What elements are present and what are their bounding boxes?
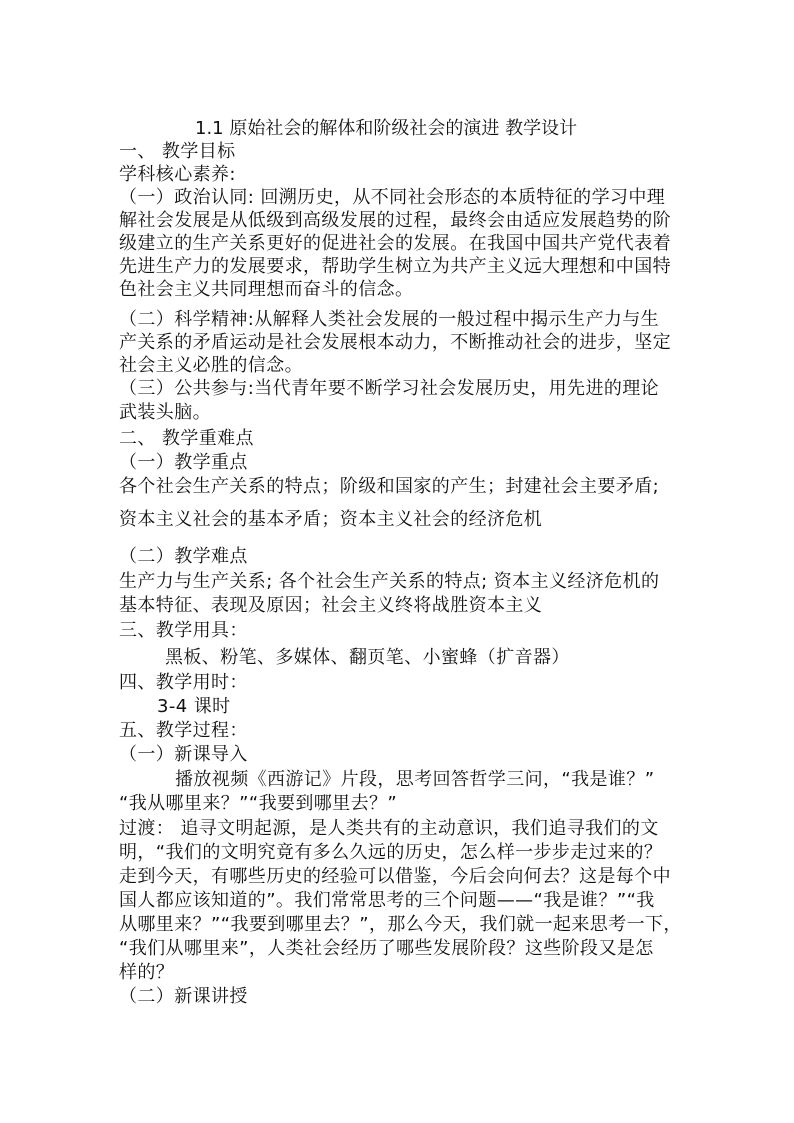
paragraph-line: （一）政治认同: 回溯历史，从不同社会形态的本质特征的学习中理 (119, 187, 666, 208)
subheading-new-lesson: （二）新课讲授 (119, 986, 248, 1007)
paragraph-line: 基本特征、表现及原因；社会主义终将战胜资本主义 (119, 595, 543, 616)
paragraph-line: 武装头脑。 (119, 402, 211, 423)
paragraph-line: 生产力与生产关系; 各个社会生产关系的特点; 资本主义经济危机的 (119, 571, 660, 592)
paragraph-line: 明，“我们的文明究竟有多么久远的历史，怎么样一步步走过来的？ (119, 842, 663, 863)
subheading-difficult-points: （二）教学难点 (119, 546, 248, 567)
section-heading-tools: 三、教学用具： (119, 620, 248, 641)
paragraph-line: 社会主义必胜的信念。 (119, 355, 303, 376)
paragraph-line: （三）公共参与:当代青年要不断学习社会发展历史，用先进的理论 (119, 378, 660, 399)
teaching-hours: 3-4 课时 (157, 696, 231, 717)
paragraph-line: 过渡： 追寻文明起源，是人类共有的主动意识，我们追寻我们的文 (119, 818, 659, 839)
paragraph-line: 从哪里来？”“我要到哪里去？”，那么今天，我们就一起来思考一下， (119, 914, 682, 935)
paragraph-line: 先进生产力的发展要求，帮助学生树立为共产主义远大理想和中国特 (119, 256, 671, 277)
paragraph-line: 解社会发展是从低级到高级发展的过程，最终会由适应发展趋势的阶 (119, 210, 671, 231)
paragraph-line: 产关系的矛盾运动是社会发展根本动力，不断推动社会的进步，坚定 (119, 332, 671, 353)
teaching-tools-list: 黑板、粉笔、多媒体、翻页笔、小蜜蜂（扩音器） (165, 647, 570, 668)
paragraph-line: 资本主义社会的基本矛盾；资本主义社会的经济危机 (119, 509, 543, 530)
section-heading-key-points: 二、 教学重难点 (119, 428, 254, 449)
paragraph-line: “我从哪里来？”“我要到哪里去？” (119, 793, 398, 814)
paragraph-line: 走到今天，有哪些历史的经验可以借鉴，今后会向何去？这是每个中 (119, 866, 671, 887)
paragraph-line: 各个社会生产关系的特点；阶级和国家的产生；封建社会主要矛盾; (119, 476, 660, 497)
paragraph-line: 学科核心素养: (119, 164, 236, 185)
section-heading-process: 五、教学过程： (119, 720, 248, 741)
paragraph-line: “我们从哪里来”，人类社会经历了哪些发展阶段？这些阶段又是怎 (119, 938, 654, 959)
paragraph-line: 播放视频《西游记》片段，思考回答哲学三问，“我是谁？” (175, 769, 655, 790)
section-heading-goals: 一、 教学目标 (119, 141, 236, 162)
document-title: 1.1 原始社会的解体和阶级社会的演进 教学设计 (195, 118, 578, 139)
paragraph-line: 色社会主义共同理想而奋斗的信念。 (119, 279, 414, 300)
subheading-key-points: （一）教学重点 (119, 452, 248, 473)
paragraph-line: 样的？ (119, 962, 175, 983)
paragraph-line: 国人都应该知道的”。我们常常思考的三个问题——“我是谁？”“我 (119, 890, 655, 911)
section-heading-time: 四、教学用时： (119, 672, 248, 693)
paragraph-line: 级建立的生产关系更好的促进社会的发展。在我国中国共产党代表着 (119, 233, 671, 254)
paragraph-line: （二）科学精神:从解释人类社会发展的一般过程中揭示生产力与生 (119, 309, 660, 330)
subheading-introduction: （一）新课导入 (119, 744, 248, 765)
